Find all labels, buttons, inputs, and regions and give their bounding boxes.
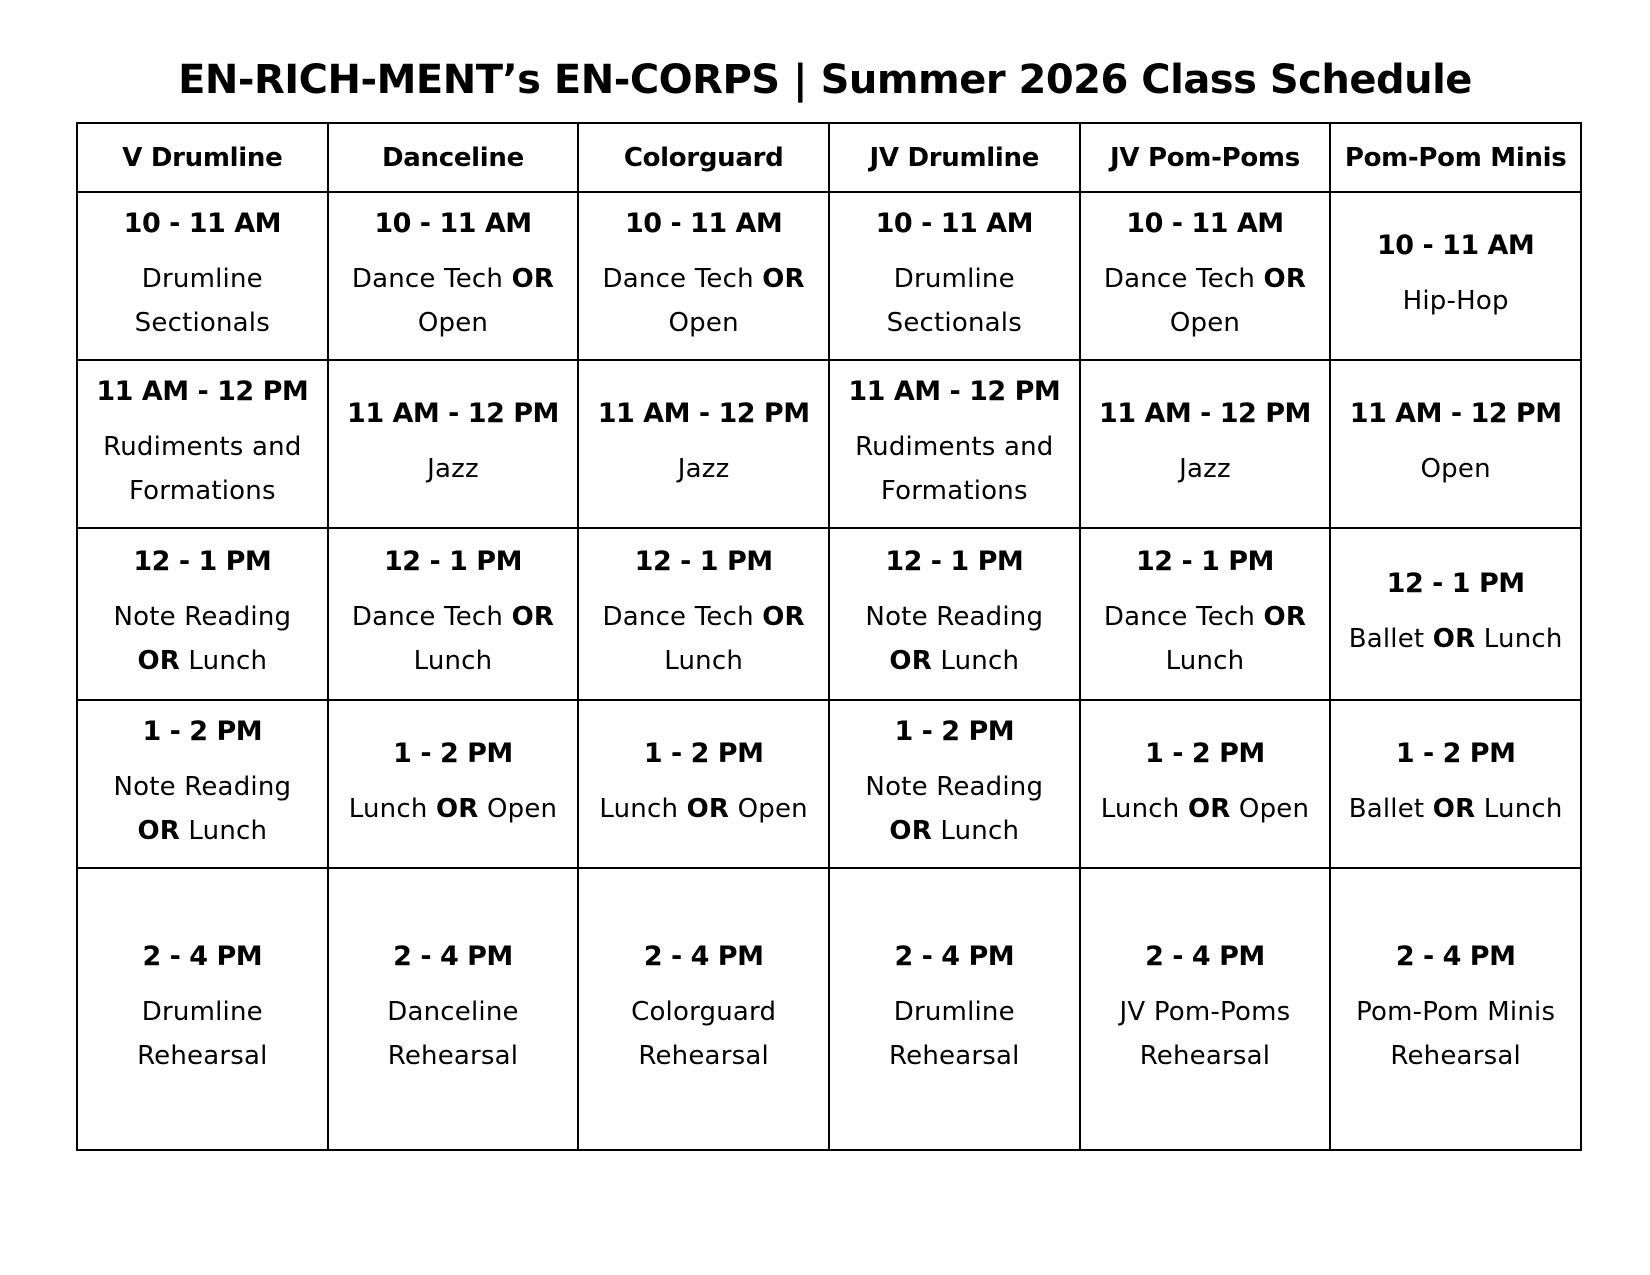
time-slot: 12 - 1 PM (133, 546, 272, 577)
time-slot: 1 - 2 PM (1145, 738, 1265, 769)
schedule-cell (829, 528, 1080, 700)
table-row (77, 528, 1581, 700)
activity: Drumline Sectionals (886, 264, 1022, 338)
schedule-cell (829, 700, 1080, 868)
time-slot: 11 AM - 12 PM (848, 376, 1061, 407)
schedule-cell (1330, 700, 1581, 868)
header-row (77, 123, 1581, 192)
time-slot: 2 - 4 PM (1145, 941, 1265, 972)
time-slot: 1 - 2 PM (393, 738, 513, 769)
schedule-table (76, 122, 1582, 1151)
column-header-v-drumline: V Drumline (77, 123, 328, 192)
activity: Rudiments and Formations (855, 432, 1054, 506)
time-slot: 12 - 1 PM (634, 546, 773, 577)
time-slot: 1 - 2 PM (142, 716, 263, 747)
schedule-cell (328, 700, 579, 868)
time-slot: 2 - 4 PM (393, 941, 513, 972)
activity: Danceline Rehearsal (387, 997, 519, 1071)
activity: Hip-Hop (1402, 286, 1509, 316)
time-slot: 10 - 11 AM (1126, 208, 1284, 239)
schedule-cell (1330, 528, 1581, 700)
activity: Note Reading OR Lunch (113, 602, 292, 676)
schedule-cell (578, 192, 829, 360)
activity: Lunch OR Open (1100, 794, 1310, 824)
time-slot: 2 - 4 PM (142, 941, 263, 972)
time-slot: 2 - 4 PM (643, 941, 764, 972)
column-header-pom-pom-minis: Pom-Pom Minis (1330, 123, 1581, 192)
schedule-cell (77, 192, 328, 360)
schedule-cell (578, 528, 829, 700)
activity: Lunch OR Open (599, 794, 808, 824)
time-slot: 11 AM - 12 PM (597, 398, 810, 429)
schedule-cell (578, 868, 829, 1150)
schedule-cell (77, 360, 328, 528)
schedule-cell (1330, 360, 1581, 528)
schedule-cell (77, 700, 328, 868)
activity: Lunch OR Open (348, 794, 558, 824)
time-slot: 10 - 11 AM (875, 208, 1033, 239)
activity: Note Reading OR Lunch (865, 772, 1044, 846)
schedule-cell (578, 700, 829, 868)
table-row (77, 192, 1581, 360)
schedule-cell (1330, 192, 1581, 360)
activity: Dance Tech OR Open (351, 264, 555, 338)
time-slot: 10 - 11 AM (123, 208, 281, 239)
time-slot: 10 - 11 AM (624, 208, 783, 239)
activity: Dance Tech OR Lunch (351, 602, 555, 676)
activity: Drumline Rehearsal (137, 997, 268, 1071)
activity: Jazz (677, 454, 730, 484)
activity: Ballet OR Lunch (1348, 794, 1563, 824)
table-row (77, 868, 1581, 1150)
page-title: EN-RICH-MENT’s EN-CORPS | Summer 2026 Class Schedule (178, 57, 1472, 103)
activity: Dance Tech OR Lunch (602, 602, 805, 676)
activity: Note Reading OR Lunch (865, 602, 1044, 676)
table-row (77, 360, 1581, 528)
schedule-cell (77, 868, 328, 1150)
schedule-cell (1080, 868, 1331, 1150)
schedule-cell (77, 528, 328, 700)
activity: Jazz (427, 454, 479, 484)
schedule-cell (328, 868, 579, 1150)
schedule-cell (328, 192, 579, 360)
time-slot: 10 - 11 AM (374, 208, 532, 239)
column-header-jv-drumline: JV Drumline (829, 123, 1080, 192)
time-slot: 1 - 2 PM (1395, 738, 1516, 769)
activity: Dance Tech OR Open (602, 264, 805, 338)
activity: Dance Tech OR Open (1103, 264, 1307, 338)
time-slot: 12 - 1 PM (885, 546, 1024, 577)
activity: Open (1420, 454, 1491, 484)
schedule-cell (328, 528, 579, 700)
time-slot: 12 - 1 PM (1386, 568, 1525, 599)
activity: JV Pom-Poms Rehearsal (1119, 997, 1291, 1071)
activity: Dance Tech OR Lunch (1103, 602, 1307, 676)
column-header-jv-pom-poms: JV Pom-Poms (1080, 123, 1331, 192)
column-header-danceline: Danceline (328, 123, 579, 192)
time-slot: 11 AM - 12 PM (1349, 398, 1562, 429)
activity: Colorguard Rehearsal (631, 997, 777, 1071)
schedule-cell (1080, 360, 1331, 528)
time-slot: 12 - 1 PM (384, 546, 522, 577)
schedule-cell (829, 360, 1080, 528)
activity: Jazz (1179, 454, 1231, 484)
time-slot: 1 - 2 PM (894, 716, 1015, 747)
time-slot: 2 - 4 PM (1395, 941, 1516, 972)
schedule-cell (829, 868, 1080, 1150)
activity: Pom-Pom Minis Rehearsal (1356, 997, 1556, 1071)
activity: Drumline Sectionals (134, 264, 270, 338)
schedule-cell (328, 360, 579, 528)
time-slot: 1 - 2 PM (643, 738, 764, 769)
schedule-cell (1080, 192, 1331, 360)
time-slot: 2 - 4 PM (894, 941, 1015, 972)
column-header-colorguard: Colorguard (578, 123, 829, 192)
schedule-cell (578, 360, 829, 528)
time-slot: 10 - 11 AM (1376, 230, 1535, 261)
time-slot: 12 - 1 PM (1135, 546, 1274, 577)
time-slot: 11 AM - 12 PM (1099, 398, 1311, 429)
schedule-cell (1080, 528, 1331, 700)
table-row (77, 700, 1581, 868)
activity: Note Reading OR Lunch (113, 772, 292, 846)
activity: Ballet OR Lunch (1348, 624, 1563, 654)
activity: Drumline Rehearsal (889, 997, 1020, 1071)
schedule-cell (829, 192, 1080, 360)
time-slot: 11 AM - 12 PM (96, 376, 309, 407)
activity: Rudiments and Formations (103, 432, 302, 506)
schedule-cell (1330, 868, 1581, 1150)
schedule-cell (1080, 700, 1331, 868)
time-slot: 11 AM - 12 PM (347, 398, 559, 429)
